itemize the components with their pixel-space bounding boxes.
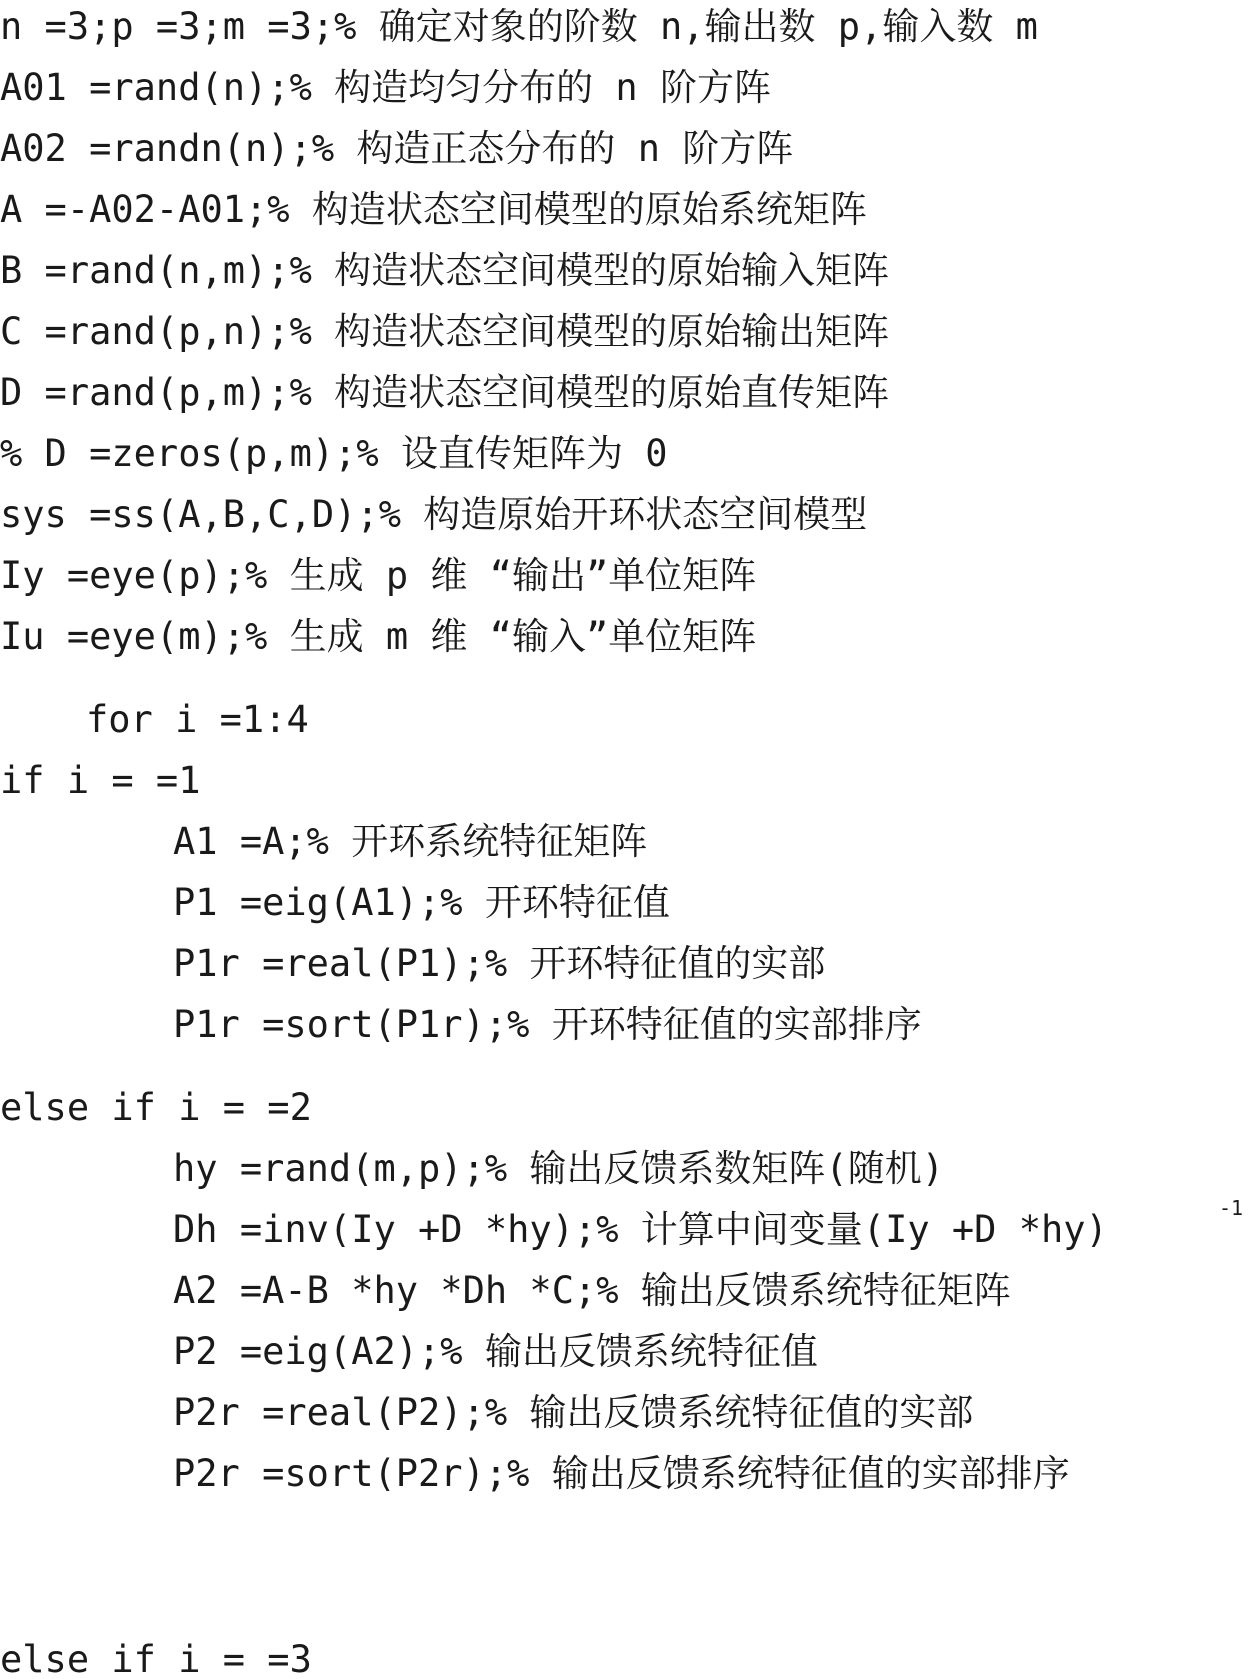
code-line-iy: Iy =eye(p);% 生成 p 维 “输出”单位矩阵 [0,554,757,597]
code-line-a1: A1 =A;% 开环系统特征矩阵 [173,820,648,863]
code-line-elseif-3: else if i = =3 [0,1638,312,1679]
code-line-a2: A2 =A-B *hy *Dh *C;% 输出反馈系统特征矩阵 [173,1269,1011,1312]
code-line-p1: P1 =eig(A1);% 开环特征值 [173,881,670,924]
code-line-a: A =-A02-A01;% 构造状态空间模型的原始系统矩阵 [0,188,867,231]
code-line-p2: P2 =eig(A2);% 输出反馈系统特征值 [173,1330,818,1373]
code-line-p1r-real: P1r =real(P1);% 开环特征值的实部 [173,942,826,985]
code-line-d-zeros-comment: % D =zeros(p,m);% 设直传矩阵为 0 [0,432,668,475]
code-line-p1r-sort: P1r =sort(P1r);% 开环特征值的实部排序 [173,1003,922,1046]
code-line-dh: Dh =inv(Iy +D *hy);% 计算中间变量(Iy +D *hy) [173,1208,1108,1251]
code-line-elseif-2: else if i = =2 [0,1086,312,1129]
code-line-d: D =rand(p,m);% 构造状态空间模型的原始直传矩阵 [0,371,890,414]
code-line-p2r-sort: P2r =sort(P2r);% 输出反馈系统特征值的实部排序 [173,1452,1070,1495]
code-line-c: C =rand(p,n);% 构造状态空间模型的原始输出矩阵 [0,310,890,353]
code-line-sys: sys =ss(A,B,C,D);% 构造原始开环状态空间模型 [0,493,868,536]
code-line-b: B =rand(n,m);% 构造状态空间模型的原始输入矩阵 [0,249,890,292]
code-line-if-1: if i = =1 [0,759,201,802]
code-line-dimensions: n =3;p =3;m =3;% 确定对象的阶数 n,输出数 p,输入数 m [0,5,1038,48]
code-line-p2r-real: P2r =real(P2);% 输出反馈系统特征值的实部 [173,1391,974,1434]
code-line-for-loop: for i =1:4 [86,698,309,741]
code-line-a01: A01 =rand(n);% 构造均匀分布的 n 阶方阵 [0,66,771,109]
code-line-iu: Iu =eye(m);% 生成 m 维 “输入”单位矩阵 [0,615,757,658]
code-line-hy: hy =rand(m,p);% 输出反馈系数矩阵(随机) [173,1147,944,1190]
inverse-superscript: -1 [1219,1196,1244,1220]
code-line-a02: A02 =randn(n);% 构造正态分布的 n 阶方阵 [0,127,794,170]
